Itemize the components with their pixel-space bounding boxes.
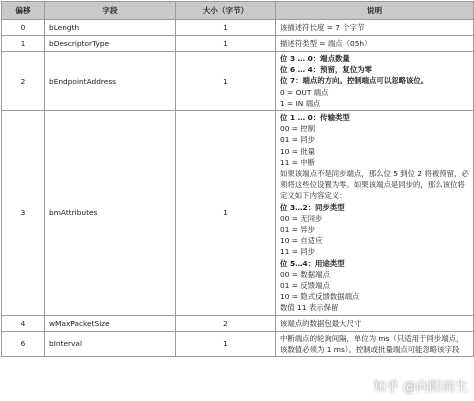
header-field: 字段 — [45, 2, 176, 20]
description-cell — [276, 36, 474, 52]
description-line: 该描述符长度 = 7 个字节 — [280, 22, 365, 32]
description-line: 00 = 数据端点 — [280, 269, 330, 279]
description-line: 位 3…2：同步类型 — [280, 202, 345, 212]
watermark-text: 知乎 @向阳而生 — [372, 380, 468, 395]
field-cell: bLength — [45, 20, 176, 36]
field-cell: bEndpointAddress — [45, 52, 176, 111]
description-cell — [276, 315, 474, 331]
description-line: 11 = 中断 — [280, 157, 316, 167]
description-paragraph: 中断端点的轮询间隔，单位为 ms（只适用于同步端点，该数值必须为 1 ms）。控制或批量端点可能忽略该字段 — [280, 333, 464, 354]
description-line: 位 5…4：用途类型 — [280, 258, 345, 268]
description-line: 01 = 反馈端点 — [280, 281, 330, 291]
field-cell: bInterval — [45, 331, 176, 356]
description-line: 0 = OUT 端点 — [280, 87, 329, 97]
header-size: 大小（字节） — [176, 2, 276, 20]
header-description: 说明 — [276, 2, 474, 20]
description-paragraph: 如果该端点不是同步端点，那么位 5 到位 2 将被预留，必须将这些位设置为零。如果该端点是同步的，那么该位将定义如下内容定义： — [280, 169, 469, 201]
description-line: 描述符类型 = 端点（05h） — [280, 38, 372, 48]
table-row — [2, 20, 474, 36]
description-line: 10 = 批量 — [280, 146, 316, 156]
description-line: 位 7：端点的方向。控制端点可以忽略该位。 — [280, 76, 429, 86]
description-line: 数值 11 表示保留 — [280, 303, 339, 313]
description-line: 位 6 … 4：预留，复位为零 — [280, 65, 372, 75]
size-cell: 1 — [176, 36, 276, 52]
field-cell: bmAttributes — [45, 111, 176, 316]
description-line: 位 3 … 0：端点数量 — [280, 54, 350, 63]
description-line: 01 = 异步 — [280, 225, 316, 235]
offset-cell: 3 — [2, 111, 45, 316]
endpoint-descriptor-table — [1, 1, 474, 357]
offset-cell: 1 — [2, 36, 45, 52]
description-line: 10 = 隐式反馈数据端点 — [280, 292, 360, 302]
description-line: 01 = 同步 — [280, 135, 316, 145]
offset-cell: 6 — [2, 331, 45, 356]
description-cell — [276, 111, 474, 316]
offset-cell: 0 — [2, 20, 45, 36]
description-line: 1 = IN 端点 — [280, 98, 321, 108]
description-line: 11 = 同步 — [280, 247, 316, 257]
table-row — [2, 315, 474, 331]
description-line: 00 = 无同步 — [280, 213, 323, 223]
size-cell: 1 — [176, 111, 276, 316]
table-row — [2, 36, 474, 52]
description-line: 位 1 … 0：传输类型 — [280, 113, 350, 123]
size-cell: 2 — [176, 315, 276, 331]
description-line: 10 = 自适应 — [280, 236, 323, 246]
header-offset: 偏移 — [2, 2, 45, 20]
description-cell — [276, 331, 474, 356]
description-line: 00 = 控制 — [280, 124, 316, 134]
description-cell — [276, 20, 474, 36]
description-cell — [276, 52, 474, 111]
table-row — [2, 111, 474, 316]
field-cell: wMaxPacketSize — [45, 315, 176, 331]
field-cell: bDescriptorType — [45, 36, 176, 52]
table-row — [2, 52, 474, 111]
offset-cell: 4 — [2, 315, 45, 331]
offset-cell: 2 — [2, 52, 45, 111]
size-cell: 1 — [176, 20, 276, 36]
size-cell: 1 — [176, 52, 276, 111]
size-cell: 1 — [176, 331, 276, 356]
description-line: 该端点的数据包最大尺寸 — [280, 318, 362, 328]
table-row — [2, 331, 474, 356]
table-header-row — [2, 2, 474, 20]
